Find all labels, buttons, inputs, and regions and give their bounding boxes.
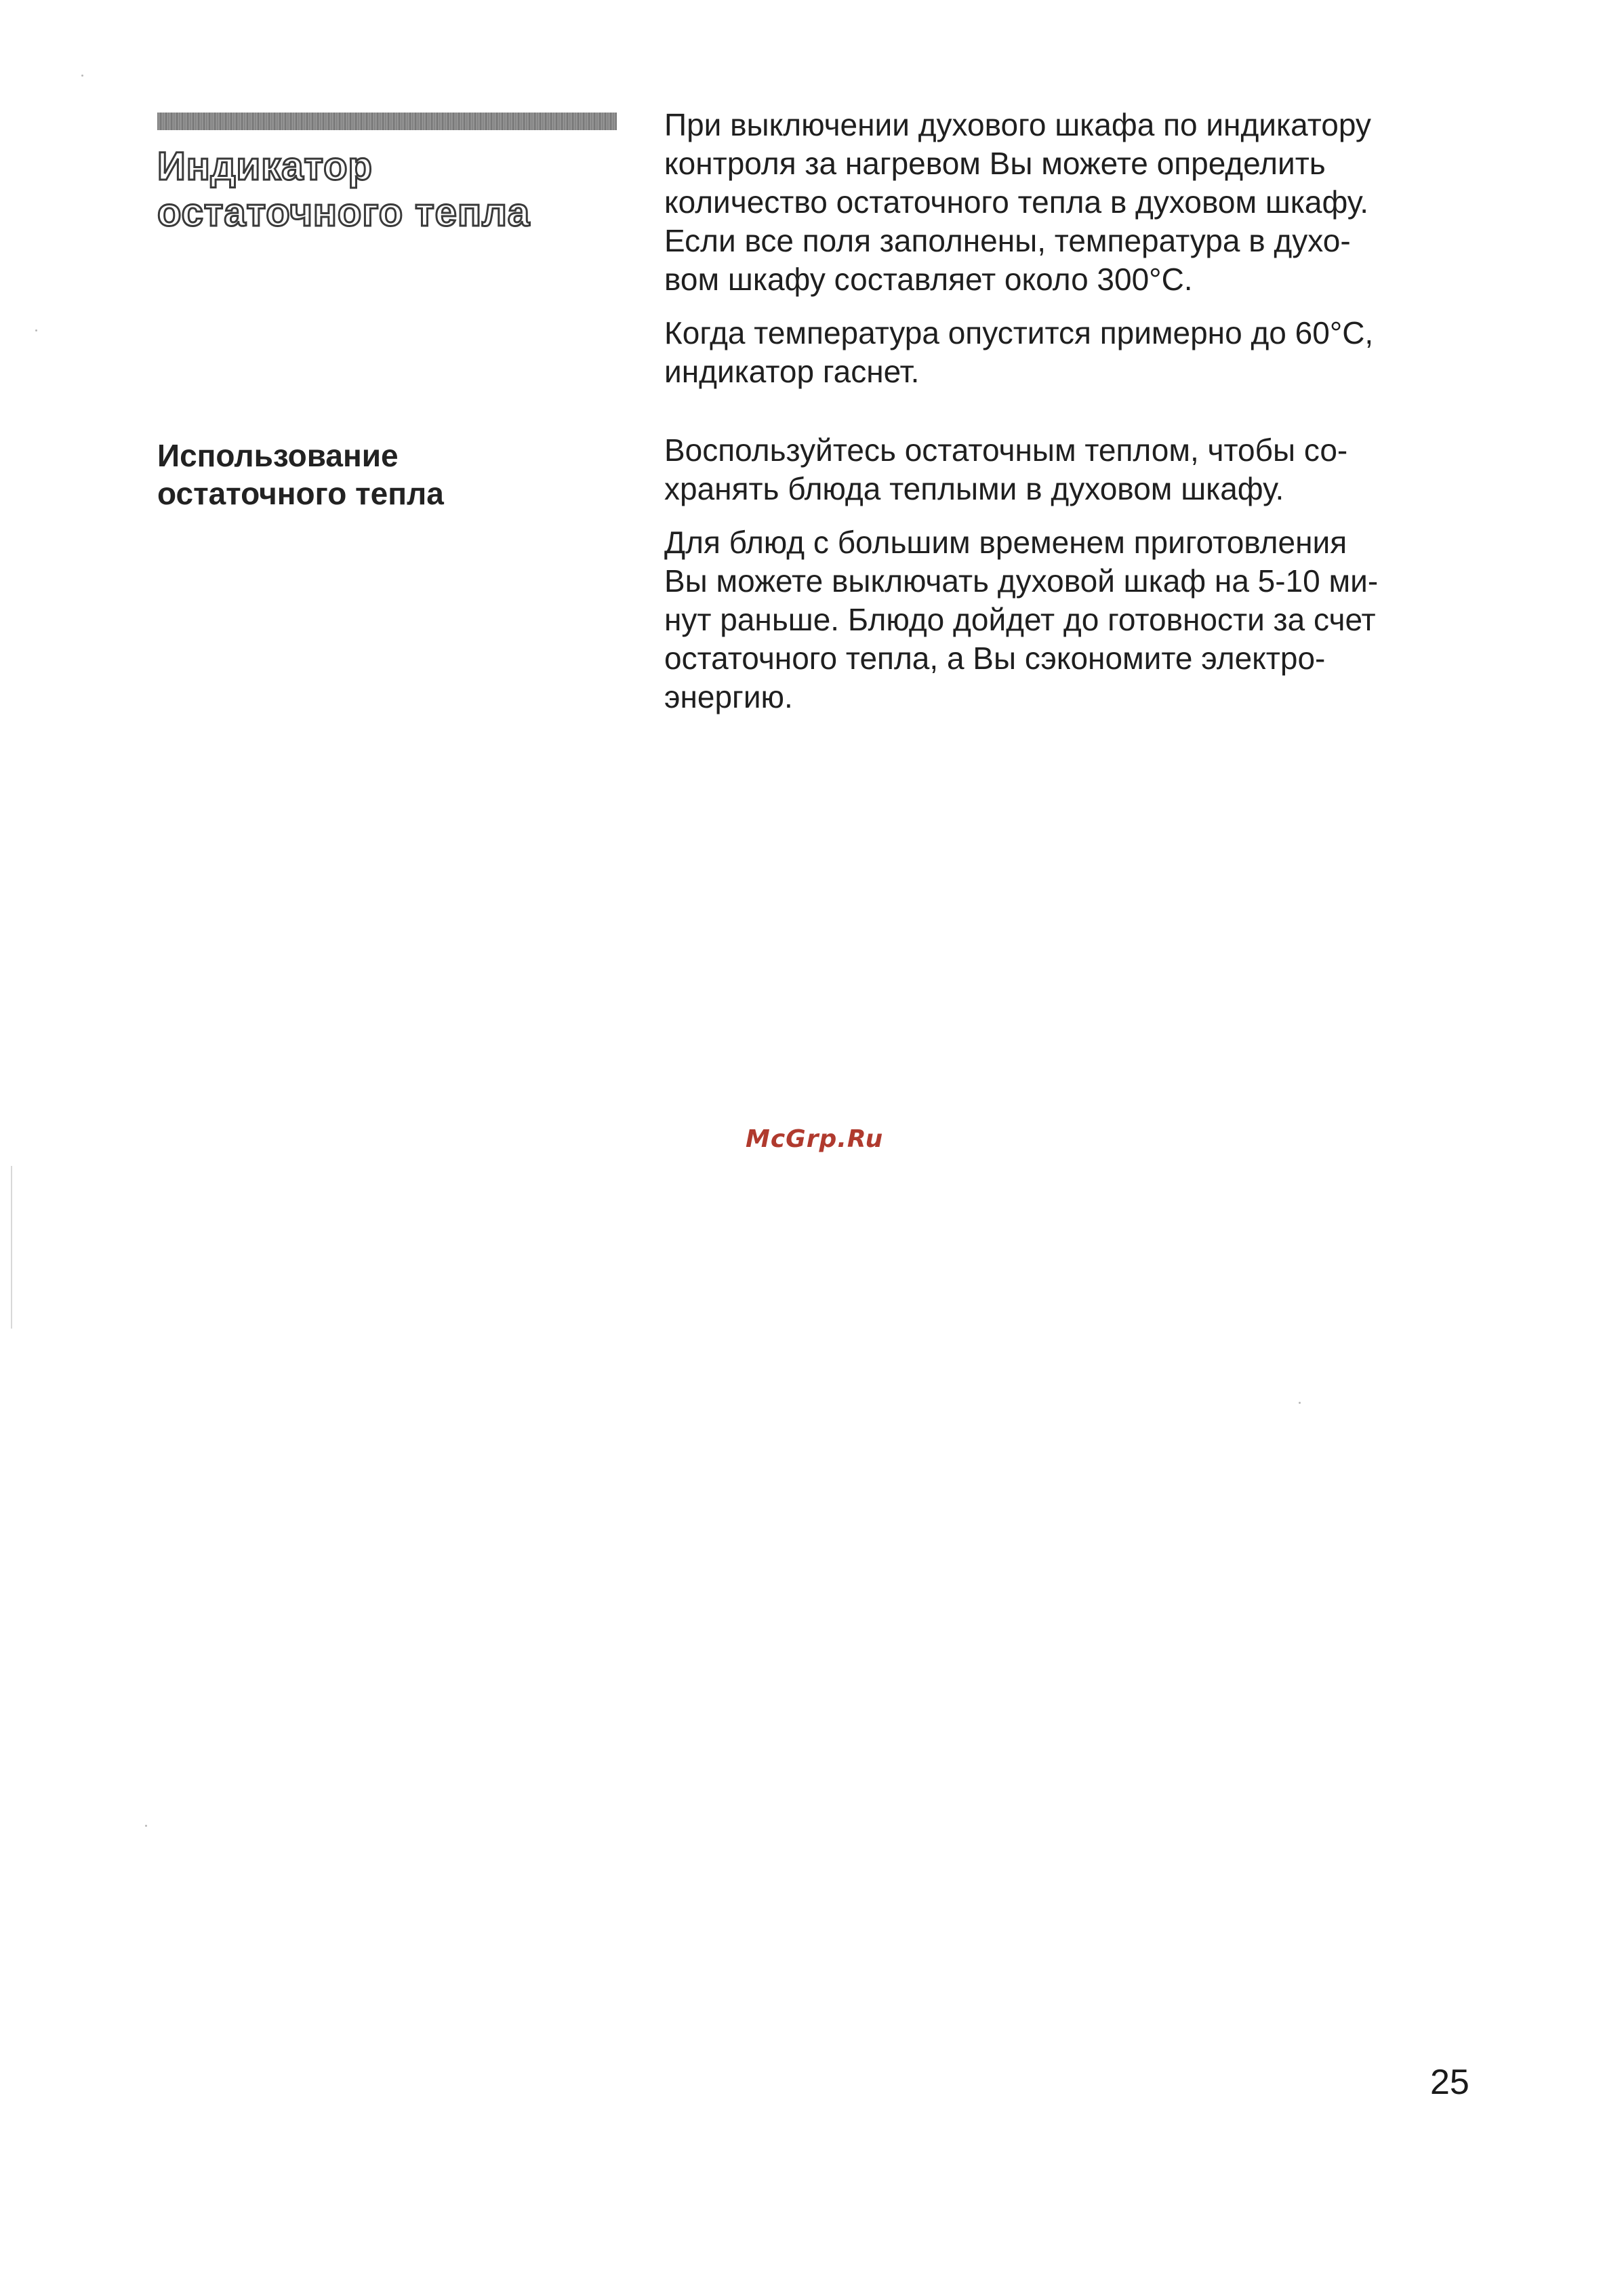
scan-speck [81, 75, 83, 77]
scan-speck [145, 1825, 147, 1827]
section-body-using-residual-heat [664, 431, 1491, 731]
watermark-link[interactable]: McGrp.Ru [746, 1125, 884, 1153]
scan-edge [11, 1166, 12, 1329]
scan-speck [35, 329, 37, 331]
paragraph: Когда температура опустится примерно до 60°C, индикатор гаснет. [664, 315, 1374, 389]
paragraph: Воспользуйтесь остаточным теплом, чтобы со- хранять блюда теплыми в духовом шкафу. [664, 432, 1348, 506]
section-title-residual-heat-indicator: Индикатор остаточного тепла [157, 144, 531, 235]
section-heading-bar [157, 113, 617, 130]
scan-speck [1299, 1402, 1301, 1404]
paragraph: Для блюд с большим временем приготовления Вы можете выключать духовой шкаф на 5-10 ми- нут раньше. Блюдо дойдет до готовности за счет остаточного тепла, а Вы сэкономите электро- энергию. [664, 525, 1379, 714]
paragraph: При выключении духового шкафа по индикатору контроля за нагревом Вы можете определить количество остаточного тепла в духовом шкафу. Если все поля заполнены, температура в духо- вом шкафу составляет около 300°C. [664, 107, 1371, 297]
section-body-residual-heat-indicator [664, 106, 1491, 406]
page-number: 25 [1430, 2063, 1469, 2102]
section-title-using-residual-heat: Использование остаточного тепла [157, 438, 444, 511]
